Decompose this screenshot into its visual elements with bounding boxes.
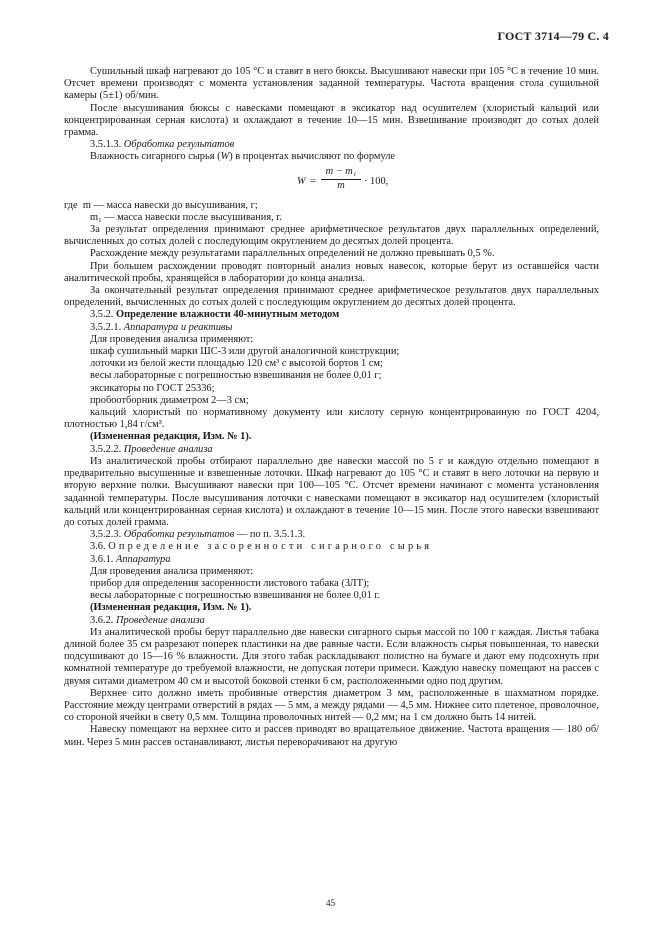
paragraph: Из аналитической пробы отбирают параллельно две навески массой по 5 г и каждую отдельно помещают в предварительно высушенные и взвешенные лоточки. Шкаф нагревают до 105 °С и ставят в него лоточки на первую и вторую верхние полки. Высушивают навески при 100—105 °С. Отсчет времени начинают с момента установления заданной температуры. После высушивания лоточки с навесками помещают в эксикатор над осушителем (хлористый кальций или концентрированная серная кислота) и охлаждают в течение 10—15 мин. После этого навески взвешивают до сотых долей грамма.	[64, 455, 599, 528]
amendment-note: (Измененная редакция, Изм. № 1).	[90, 602, 252, 614]
document-body	[64, 66, 599, 749]
section-title: Аппаратура	[116, 553, 171, 565]
section-number: 3.6.2.	[90, 614, 114, 626]
list-intro: Для проведения анализа применяют:	[90, 565, 254, 577]
page-header: ГОСТ 3714—79 С. 4	[497, 29, 609, 43]
list-intro: Для проведения анализа применяют:	[90, 333, 254, 345]
list-item: весы лабораторные с погрешностью взвешивания не более 0,01 г;	[90, 370, 382, 382]
list-item: лоточки из белой жести площадью 120 см³ с высотой бортов 1 см;	[90, 358, 383, 370]
section-heading	[64, 444, 599, 456]
paragraph: За результат определения принимают среднее арифметическое результатов двух параллельных определений, вычисленных до сотых долей с последующим округлением до десятых долей процента.	[64, 224, 599, 248]
formula-equals: =	[310, 175, 316, 187]
amendment-note: (Измененная редакция, Изм. № 1).	[90, 431, 252, 443]
formula-variable: W	[297, 175, 306, 187]
paragraph: Расхождение между результатами параллельных определений не должно превышать 0,5 %.	[90, 248, 495, 260]
section-title: Обработка результатов	[123, 529, 235, 541]
paragraph: После высушивания бюксы с навесками помещают в эксикатор над осушителем (хлористый кальций или концентрированная серная кислота) и охлаждают в течение 10—15 мин. Взвешивание производят до сотых долей грамма.	[64, 102, 599, 139]
section-heading	[64, 554, 599, 566]
formula-fraction	[321, 166, 361, 192]
paragraph: Влажность сигарного сырья (W) в процентах вычисляют по формуле	[90, 151, 395, 163]
section-title: Определение влажности 40-минутным методом	[116, 309, 340, 321]
page-number: 45	[326, 898, 335, 908]
formula-numerator: m − m₁	[321, 166, 361, 180]
section-number: 3.6.1.	[90, 553, 114, 565]
list-item: шкаф сушильный марки ШС-3 или другой аналогичной конструкции;	[90, 346, 400, 358]
section-number: 3.5.1.3.	[90, 139, 122, 151]
paragraph: Из аналитической пробы берут параллельно две навески сигарного сырья массой по 100 г каждая. Листья табака длиной более 35 см разрезают поперек пластинки на две равные части. Если влажность сырья повышенная, то навески подсушивают до 15—16 % влажности. Для этого табак раскладывают полистно на бумаге и дают ему подсохнуть при комнатной температуре до требуемой влажности, не допуская потери примеси. Каждую навеску помещают на рассев с двумя ситами диаметром 40 см и высотой боковой стенки 6 см, расположенными одно под другим.	[64, 626, 599, 687]
list-item: пробоотборник диаметром 2—3 см;	[90, 394, 249, 406]
section-number: 3.6.	[90, 541, 106, 553]
section-title: Проведение анализа	[116, 614, 205, 626]
section-heading	[64, 529, 599, 541]
section-title: Определение засоренности сигарного сырья	[108, 541, 433, 553]
section-heading	[64, 541, 599, 553]
section-number: 3.5.2.1.	[90, 321, 122, 333]
list-item: прибор для определения засоренности листового табака (ЗЛТ);	[90, 577, 370, 589]
section-heading	[64, 322, 599, 334]
section-title: Обработка результатов	[123, 139, 235, 151]
moisture-formula	[64, 164, 599, 200]
section-heading	[64, 139, 599, 151]
paragraph: Верхнее сито должно иметь пробивные отверстия диаметром 3 мм, расположенные в шахматном порядке. Расстояние между центрами отверстий в рядах — 5 мм, а между рядами — 4,5 мм. Нижнее сито плетеное, проволочное, со стороной ячейки в свету 0,5 мм. Толщина проволочных нитей — 0,2 мм; на 1 см должно быть 14 нитей.	[64, 687, 599, 724]
list-item: эксикаторы по ГОСТ 25336;	[90, 382, 215, 394]
section-number: 3.5.2.3.	[90, 529, 122, 541]
paragraph: За окончательный результат определения принимают среднее арифметическое результатов двух параллельных определений, вычисленных до сотых долей с последующим округлением до десятых долей процента.	[64, 285, 599, 309]
paragraph: Сушильный шкаф нагревают до 105 °С и ставят в него бюксы. Высушивают навески при 105 °С в течение 10 мин. Отсчет времени производят с момента установления заданной температуры. Частота вращения стола сушильной камеры (5±1) об/мин.	[64, 66, 599, 102]
paragraph: Навеску помещают на верхнее сито и рассев приводят во вращательное движение. Частота вращения — 180 об/мин. Через 5 мин рассев останавливают, листья переворачивают на другую	[64, 724, 599, 748]
legend-line: m₁ — масса навески после высушивания, г.	[90, 211, 282, 223]
section-number: 3.5.2.2.	[90, 443, 122, 455]
section-number: 3.5.2.	[90, 309, 114, 321]
section-title: Аппаратура и реактивы	[123, 321, 233, 333]
section-heading	[64, 615, 599, 627]
section-title: Проведение анализа	[123, 443, 213, 455]
legend-line: где m — масса навески до высушивания, г;	[64, 199, 258, 211]
section-heading	[64, 309, 599, 321]
formula-multiplier: · 100,	[364, 175, 389, 187]
list-item: весы лабораторные с погрешностью взвешивания не более 0,01 г.	[90, 590, 381, 602]
paragraph: При большем расхождении проводят повторный анализ новых навесок, которые берут из оставшейся части аналитической пробы, хранящейся в лаборатории до конца анализа.	[64, 260, 599, 284]
formula-denominator: m	[337, 179, 345, 191]
cross-reference: — по п. 3.5.1.3.	[236, 529, 306, 541]
list-item: кальций хлористый по нормативному документу или кислоту серную концентрированную по ГОСТ 4204, плотностью 1,84 г/см³.	[64, 407, 599, 431]
